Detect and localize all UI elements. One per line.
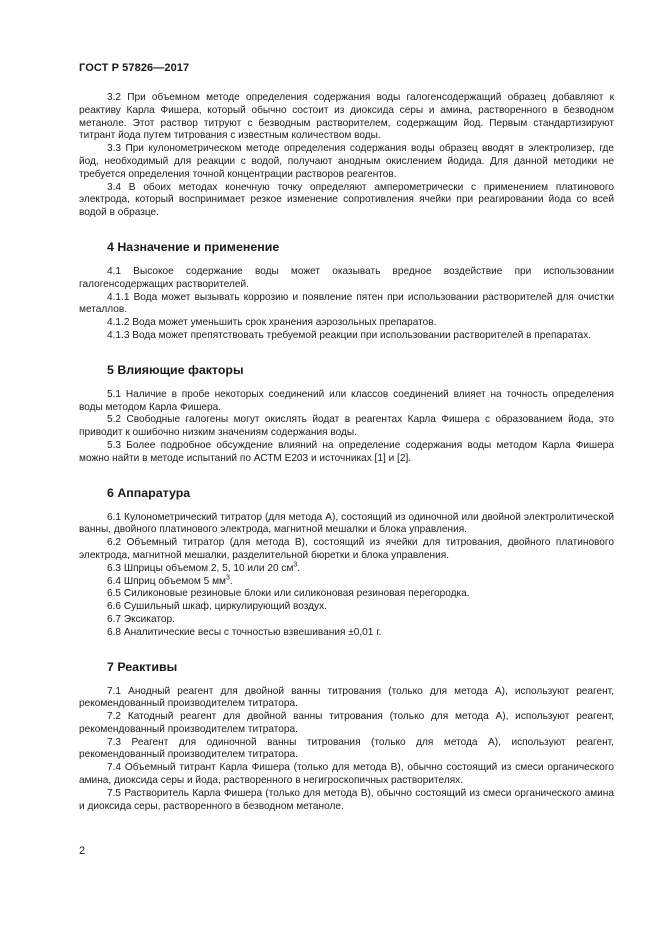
paragraph-text-tail: . (297, 562, 301, 574)
paragraph-text: 7.4 Объемный титрант Карла Фишера (только для метода В), обычно состоящий из смеси органического амина, диоксида серы и йода, растворенного в негигроскопичных растворителях. (79, 762, 614, 787)
paragraph-text: 6.2 Объемный титратор (для метода В), состоящий из ячейки для титрования, двойного платинового электрода, магнитной мешалки, разделительной бюретки и блока управления. (79, 537, 614, 561)
paragraph (79, 317, 614, 330)
paragraph-text: 6.8 Аналитические весы с точностью взвешивания ±0,01 г. (107, 626, 382, 638)
paragraph (79, 292, 614, 318)
paragraph (79, 627, 614, 640)
paragraph-text: 3.3 При кулонометрическом методе определения содержания воды образец вводят в электролизер, где йод, необходимый для реакции с водой, получают анодным окислением йодида. Для данной методики не требуется определения точной концентрации растворов реагентов. (79, 143, 614, 180)
paragraph-text: 5.1 Наличие в пробе некоторых соединений или классов соединений влияет на точность определения воды методом Карла Фишера. (79, 388, 614, 413)
paragraph (79, 330, 614, 343)
paragraph (79, 576, 614, 589)
paragraph-text: 4.1.2 Вода может уменьшить срок хранения аэрозольных препаратов. (107, 317, 437, 329)
paragraph (79, 182, 614, 220)
section-heading-text: 4 Назначение и применение (107, 239, 280, 254)
paragraph-text: 5.3 Более подробное обсуждение влияний на определение содержания воды методом Карла Фишера можно найти в методе испытаний по АСТМ Е203 и источниках [1] и [2]. (79, 439, 614, 464)
paragraph-text: 4.1 Высокое содержание воды может оказывать вредное воздействие при использовании галогенсодержащих растворителей. (79, 265, 614, 290)
section-heading (79, 660, 614, 675)
paragraph (79, 266, 614, 292)
paragraph-text: 6.5 Силиконовые резиновые блоки или силиконовая резиновая перегородка. (107, 588, 470, 600)
paragraph (79, 588, 614, 601)
paragraph (79, 762, 614, 788)
paragraph (79, 537, 614, 563)
paragraph (79, 389, 614, 415)
paragraph-text: 5.2 Свободные галогены могут окислять йодат в реагентах Карла Фишера с образованием йода, это приводит к ошибочно низким значениям содержания воды. (79, 414, 614, 439)
paragraph-text: 6.4 Шприц объемом 5 мм (107, 575, 226, 587)
paragraph (79, 686, 614, 712)
paragraph (79, 143, 614, 181)
paragraph-text-tail: . (229, 575, 233, 587)
paragraph-text: 7.2 Катодный реагент для двойной ванны титрования (только для метода А), используют реагент, рекомендованный производителем титратора. (79, 711, 614, 735)
paragraph (79, 563, 614, 576)
paragraph-text: 7.5 Растворитель Карла Фишера (только для метода В), обычно состоящий из смеси органического амина и диоксида серы, растворенного в безводном метаноле. (79, 787, 614, 812)
superscript: 3 (225, 574, 230, 582)
section-heading (79, 486, 614, 501)
document-header: ГОСТ Р 57826—2017 (79, 62, 190, 74)
paragraph (79, 414, 614, 440)
paragraph (79, 711, 614, 737)
section-heading-text: 7 Реактивы (107, 659, 178, 674)
page-number: 2 (79, 845, 86, 857)
paragraph-text: 6.3 Шприцы объемом 2, 5, 10 или 20 см (107, 562, 294, 574)
paragraph-text: 4.1.1 Вода может вызывать коррозию и появление пятен при использовании растворителей для очистки металлов. (79, 291, 614, 316)
paragraph-text: 4.1.3 Вода может препятствовать требуемой реакции при использовании растворителей в препаратах. (107, 329, 592, 341)
paragraph (79, 440, 614, 466)
document-body (79, 92, 614, 813)
paragraph (79, 737, 614, 763)
paragraph (79, 512, 614, 538)
superscript: 3 (293, 561, 298, 569)
section-heading (79, 363, 614, 378)
paragraph-text: 7.1 Анодный реагент для двойной ванны титрования (только для метода А), используют реагент, рекомендованный производителем титратора. (79, 685, 614, 710)
section-heading-text: 5 Влияющие факторы (107, 362, 244, 377)
paragraph-text: 6.7 Эксикатор. (107, 613, 175, 625)
paragraph (79, 788, 614, 814)
paragraph-text: 7.3 Реагент для одиночной ванны титрования (только для метода А), используют реагент, рекомендованный производителем титратора. (79, 736, 614, 761)
paragraph-text: 3.2 При объемном методе определения содержания воды галогенсодержащий образец добавляют к реактиву Карла Фишера, который обычно состоит из диоксида серы и амина, растворенного в безводном метаноле. Этот раствор титруют с безводным растворителем, содержащим йод. Первым стандартизируют титрант йода путем титрования с известным количеством воды. (79, 92, 614, 142)
paragraph-text: 3.4 В обоих методах конечную точку определяют амперометрически с применением платинового электрода, который воспринимает резкое изменение сопротивления ячейки при реагировании йода со всей водой в образце. (79, 181, 614, 219)
section-heading-text: 6 Аппаратура (107, 485, 191, 500)
paragraph-text: 6.1 Кулонометрический титратор (для метода А), состоящий из одиночной или двойной электролитической ванны, двойного платинового электрода, магнитной мешалки и блока управления. (79, 511, 614, 536)
paragraph (79, 601, 614, 614)
paragraph-text: 6.6 Сушильный шкаф, циркулирующий воздух. (107, 601, 327, 613)
section-heading (79, 240, 614, 255)
paragraph (79, 92, 614, 143)
paragraph (79, 614, 614, 627)
